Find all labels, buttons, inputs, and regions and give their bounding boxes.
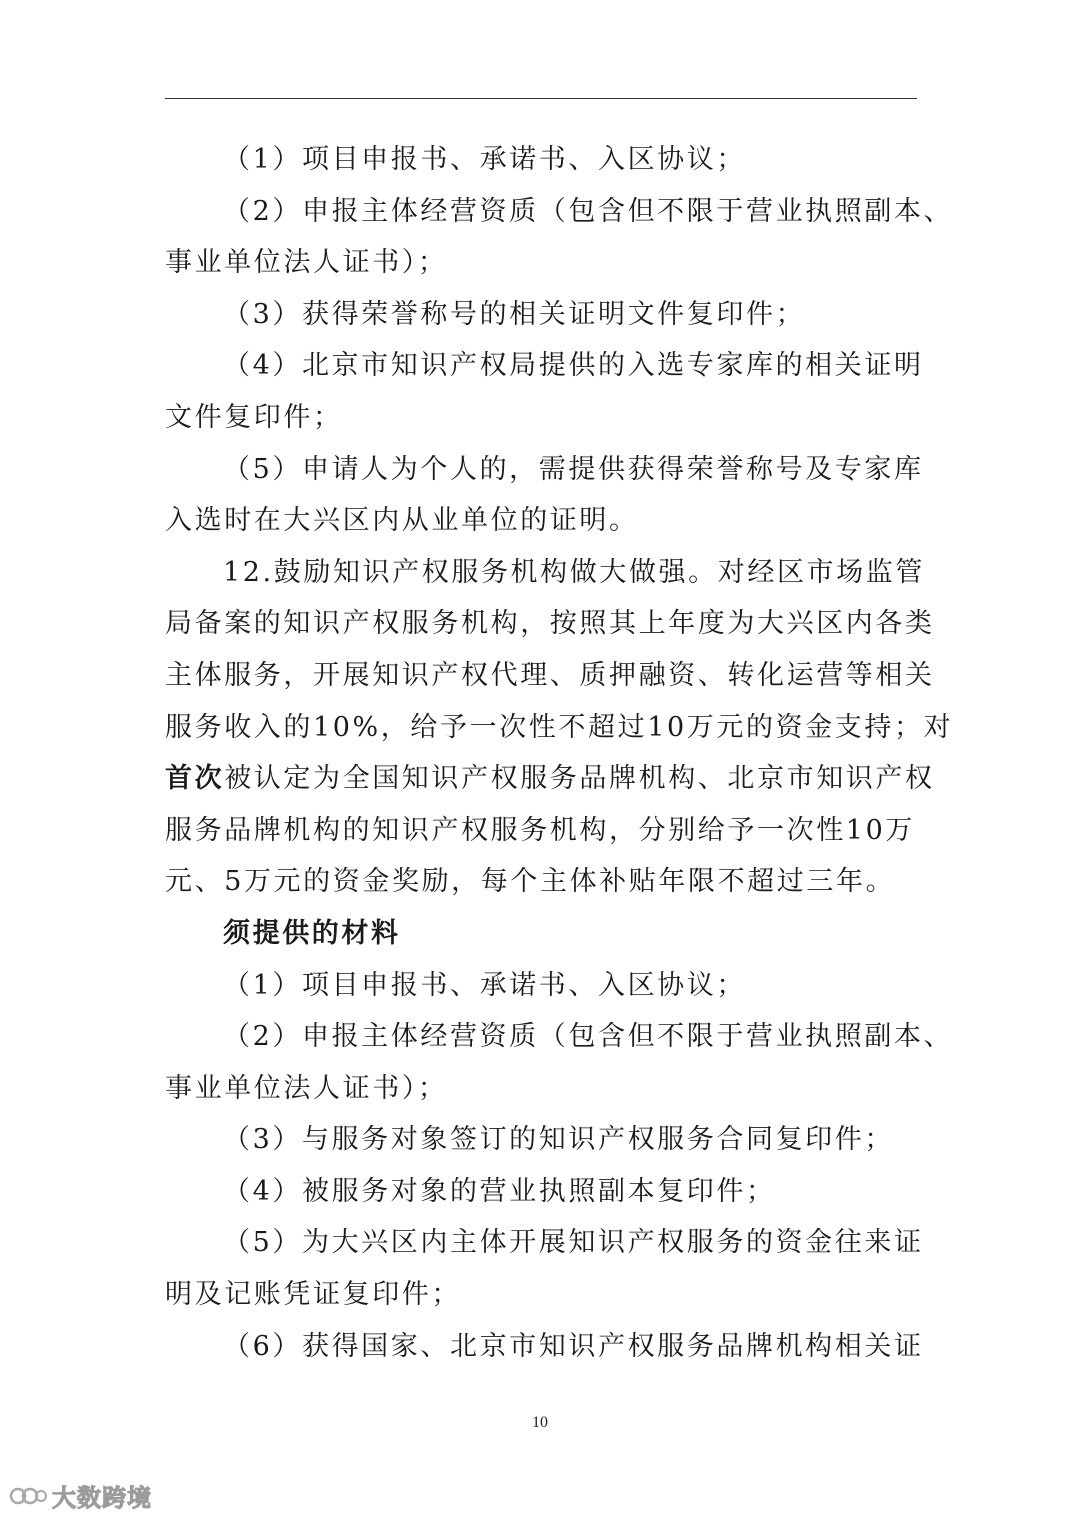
page-number: 10 [532, 1414, 548, 1431]
paragraph-line: （2）申报主体经营资质（包含但不限于营业执照副本、 [223, 1021, 954, 1053]
watermark-logo-icon [8, 1481, 48, 1511]
paragraph-line: （3）获得荣誉称号的相关证明文件复印件； [223, 298, 806, 330]
watermark [8, 1478, 152, 1513]
paragraph-line: 局备案的知识产权服务机构，按照其上年度为大兴区内各类 [165, 608, 935, 640]
paragraph-line: 服务品牌机构的知识产权服务机构，分别给予一次性10万 [165, 814, 915, 846]
paragraph-line: （1）项目申报书、承诺书、入区协议； [223, 144, 746, 175]
paragraph-line: 明及记账凭证复印件； [165, 1279, 461, 1311]
paragraph-line: （2）申报主体经营资质（包含但不限于营业执照副本、 [223, 195, 954, 227]
paragraph-line: 事业单位法人证书）； [165, 247, 448, 279]
paragraph-line: 入选时在大兴区内从业单位的证明。 [165, 505, 639, 537]
paragraph-line: （3）与服务对象签订的知识产权服务合同复印件； [223, 1124, 894, 1156]
paragraph-line: （4）被服务对象的营业执照副本复印件； [223, 1175, 776, 1207]
header-rule [165, 98, 917, 99]
paragraph-line: 文件复印件； [165, 401, 343, 433]
document-body [165, 134, 954, 1372]
paragraph-line: 元、5万元的资金奖励，每个主体补贴年限不超过三年。 [165, 866, 896, 898]
paragraph-line: 事业单位法人证书）； [165, 1072, 448, 1104]
paragraph-line: （5）申请人为个人的，需提供获得荣誉称号及专家库 [223, 453, 924, 485]
paragraph-line: 服务收入的10%，给予一次性不超过10万元的资金支持；对 [165, 711, 954, 743]
emphasis-text: 首次 [165, 763, 225, 795]
watermark-text: 大数跨境 [52, 1484, 152, 1512]
paragraph-line: 首次被认定为全国知识产权服务品牌机构、北京市知识产权 [165, 763, 935, 795]
materials-heading: 须提供的材料 [223, 917, 401, 949]
paragraph-line: （6）获得国家、北京市知识产权服务品牌机构相关证 [223, 1330, 924, 1362]
paragraph-line: 主体服务，开展知识产权代理、质押融资、转化运营等相关 [165, 659, 935, 691]
paragraph-line: （5）为大兴区内主体开展知识产权服务的资金往来证 [223, 1227, 924, 1259]
paragraph-line: （1）项目申报书、承诺书、入区协议； [223, 969, 746, 1001]
paragraph-line: （4）北京市知识产权局提供的入选专家库的相关证明 [223, 350, 924, 382]
section-12-line: 12.鼓励知识产权服务机构做大做强。对经区市场监管 [223, 556, 925, 588]
